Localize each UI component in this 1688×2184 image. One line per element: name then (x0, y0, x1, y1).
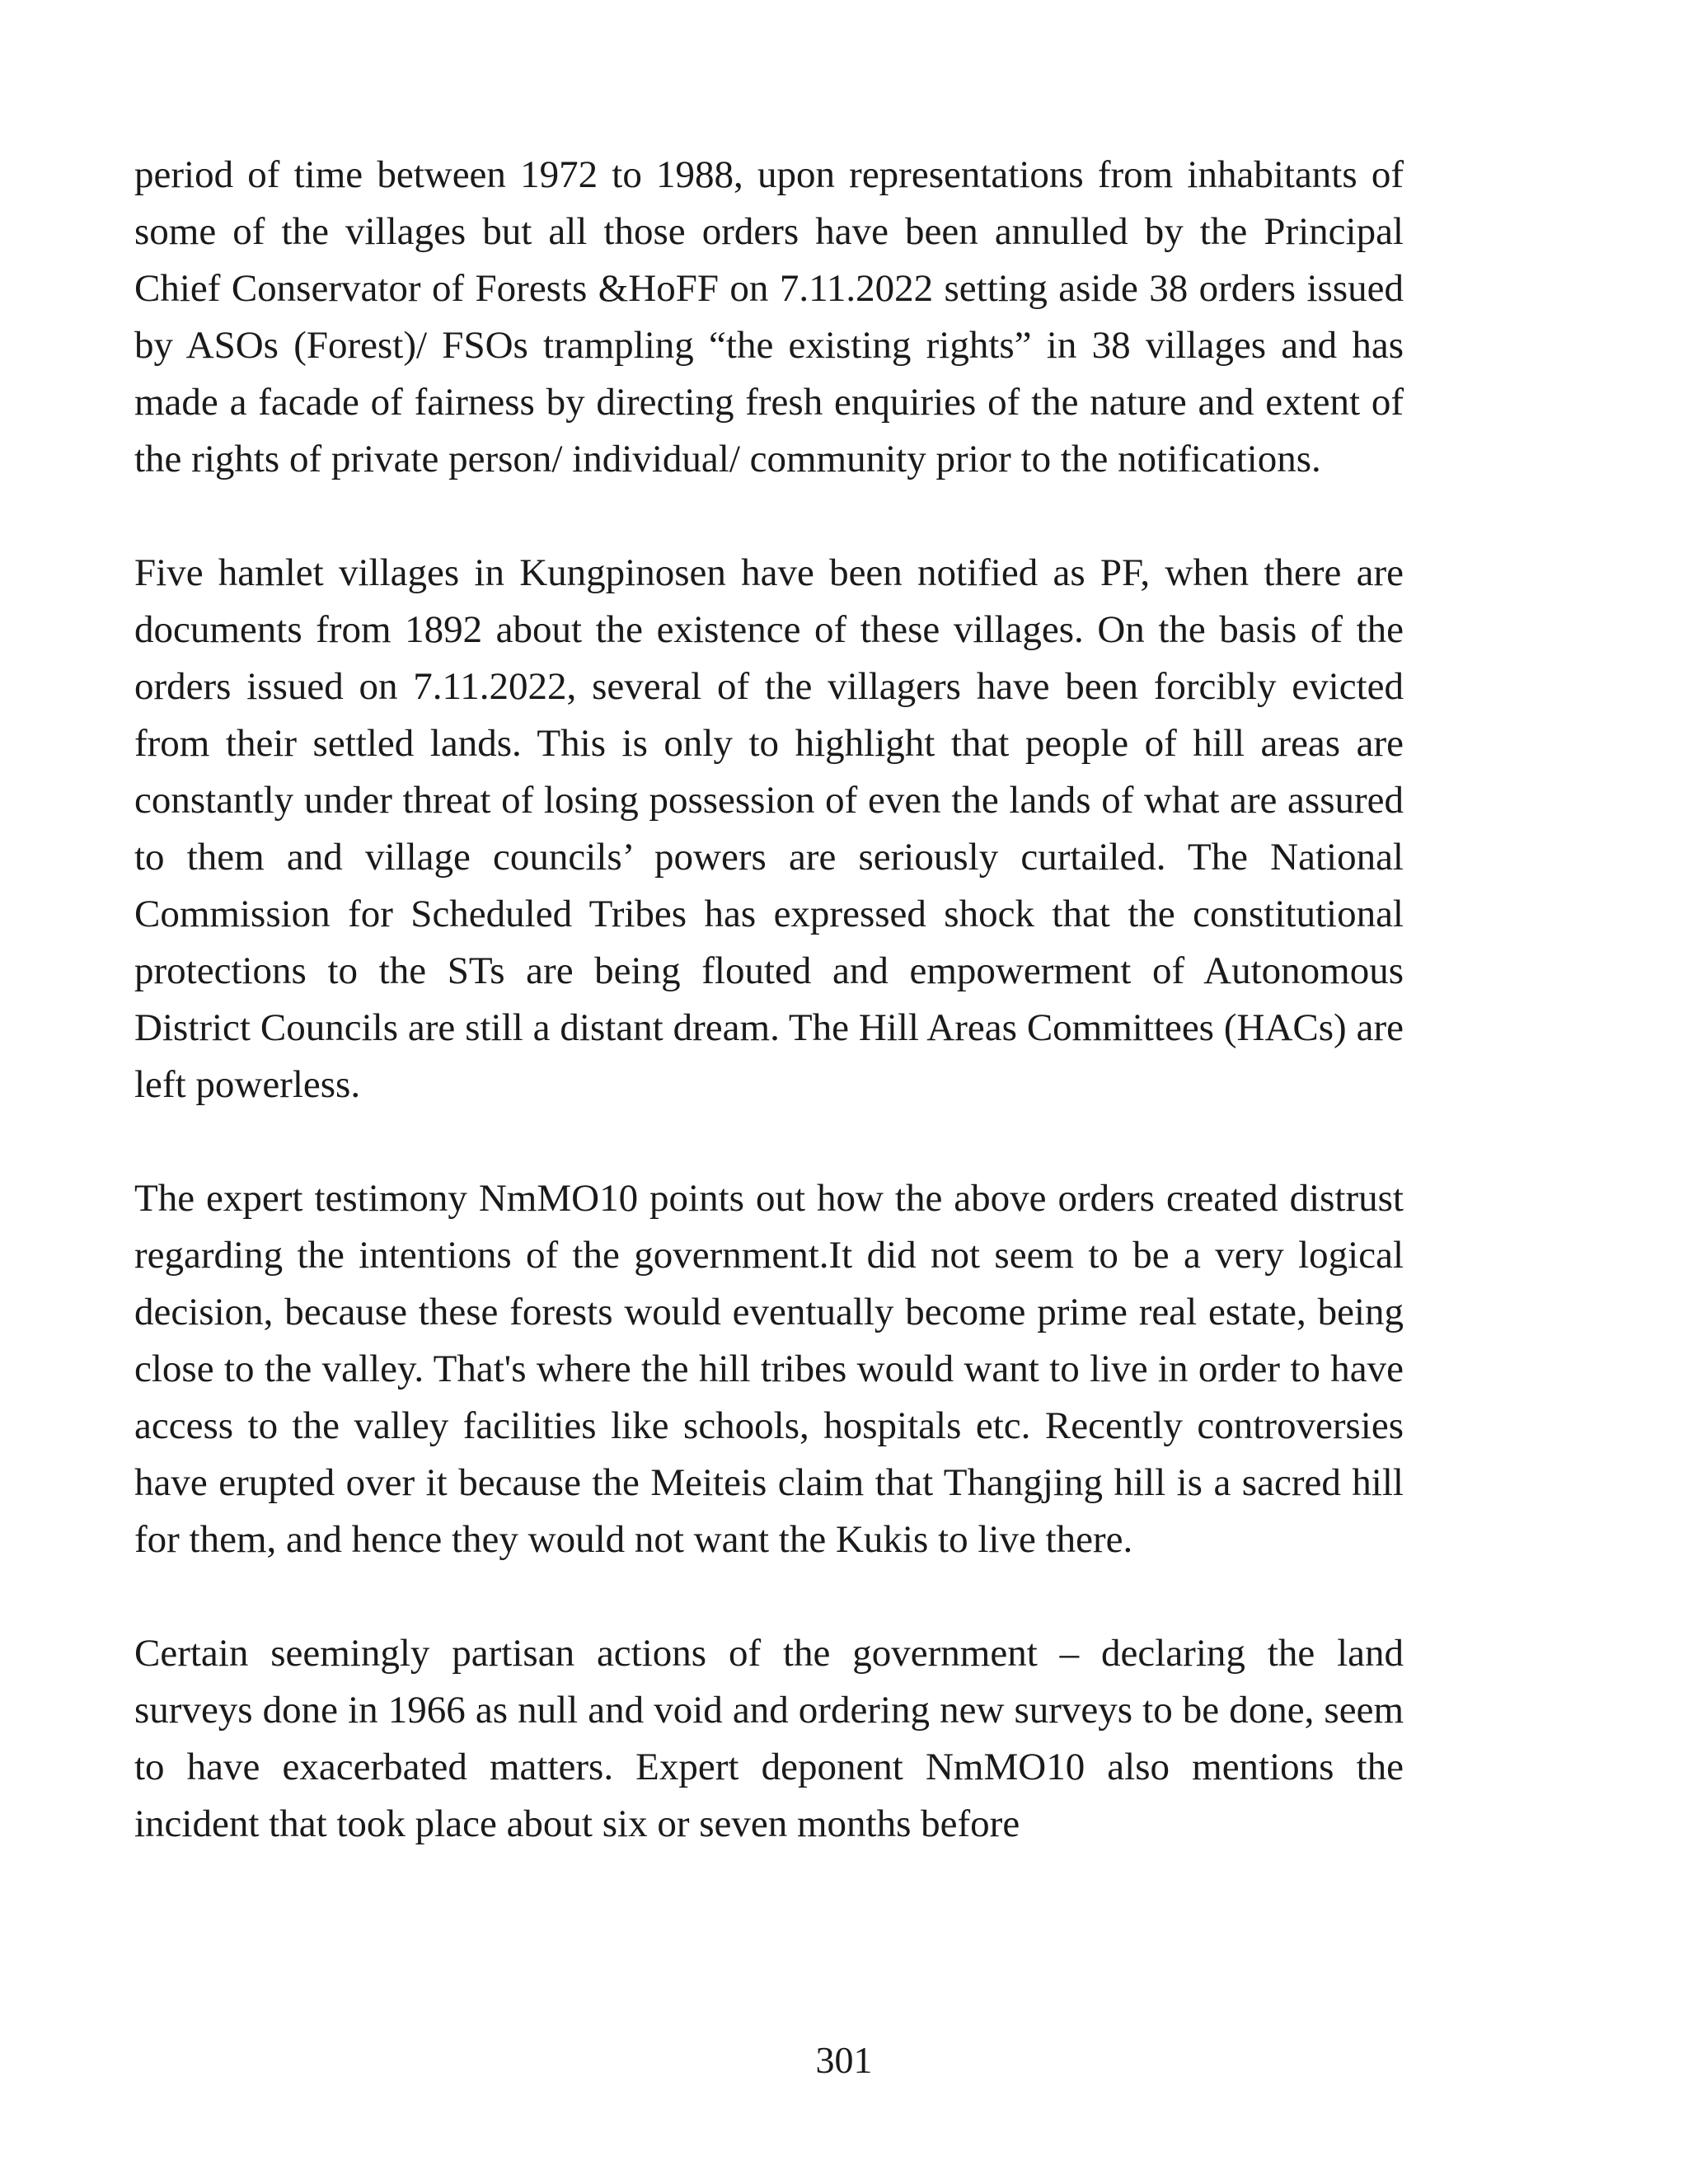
paragraph-3: The expert testimony NmMO10 points out how the above orders created distrust regarding the intentions of the government.It did not seem to be a very logical decision, because these forests would eventually become prime real estate, being close to the valley. That's where the hill tribes would want to live in order to have access to the valley facilities like schools, hospitals etc. Recently controversies have erupted over it because the Meiteis claim that Thangjing hill is a sacred hill for them, and hence they would not want the Kukis to live there. (134, 1177, 1404, 1561)
paragraph-4: Certain seemingly partisan actions of the government – declaring the land surveys done in 1966 as null and void and ordering new surveys to be done, seem to have exacerbated matters. Expert deponent NmMO10 also mentions the incident that took place about six or seven months before (134, 1632, 1404, 1845)
page-number: 301 (815, 2039, 873, 2081)
body-text (134, 147, 1404, 1853)
paragraph-1: period of time between 1972 to 1988, upon representations from inhabitants of some of the villages but all those orders have been annulled by the Principal Chief Conservator of Forests &HoFF on 7.11.2022 setting aside 38 orders issued by ASOs (Forest)/ FSOs trampling “the existing rights” in 38 villages and has made a facade of fairness by directing fresh enquiries of the nature and extent of the rights of private person/ individual/ community prior to the notifications. (134, 153, 1404, 480)
paragraph-2: Five hamlet villages in Kungpinosen have been notified as PF, when there are documents from 1892 about the existence of these villages. On the basis of the orders issued on 7.11.2022, several of the villagers have been forcibly evicted from their settled lands. This is only to highlight that people of hill areas are constantly under threat of losing possession of even the lands of what are assured to them and village councils’ powers are seriously curtailed. The National Commission for Scheduled Tribes has expressed shock that the constitutional protections to the STs are being flouted and empowerment of Autonomous District Councils are still a distant dream. The Hill Areas Committees (HACs) are left powerless. (134, 551, 1404, 1106)
